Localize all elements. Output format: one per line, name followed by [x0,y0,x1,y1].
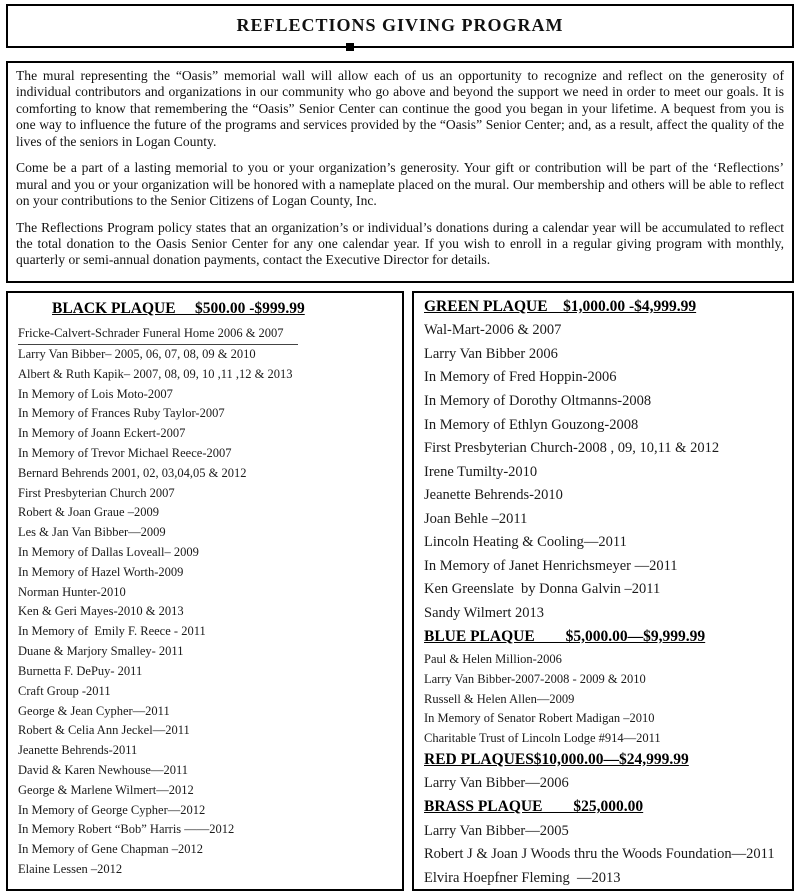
plaque-list-item: Robert J & Joan J Woods thru the Woods Foundation—2011 [424,846,775,863]
ink-mark [346,43,354,51]
plaque-list-item: In Memory of Janet Henrichsmeyer —2011 [424,557,678,574]
plaque-list-item: Larry Van Bibber-2007-2008 - 2009 & 2010 [424,671,646,686]
plaque-section-header: BRASS PLAQUE $25,000.00 [424,798,644,816]
intro-paragraph-3: The Reflections Program policy states that an organization’s or individual’s donations during a calendar year will be accumulated to reflect the total donation to the Oasis Senior Center for any one calendar year. If you wish to enroll in a regular giving program with monthly, quarterly or semi-annual donation payments, contact the Executive Director for details. [16,219,784,268]
black-plaque-list [18,324,394,880]
plaque-list-item: Bernard Behrends 2001, 02, 03,04,05 & 2012 [18,465,247,480]
plaque-list-item: Ken & Geri Mayes-2010 & 2013 [18,604,184,619]
plaque-list-item: Irene Tumilty-2010 [424,463,538,480]
plaque-list-item: In Memory of Dorothy Oltmanns-2008 [424,393,652,409]
right-plaques-panel [412,291,794,891]
plaque-section-header: RED PLAQUES$10,000.00—$24,999.99 [424,750,689,768]
plaque-list-item: In Memory of Ethlyn Gouzong-2008 [424,416,639,433]
plaque-list-item: Norman Hunter-2010 [18,584,126,599]
intro-paragraph-1: The mural representing the “Oasis” memorial wall will allow each of us an opportunity to recognize and reflect on the generosity of individual contributors and organizations in our community who go above and beyond the support we need in order to meet our goals. It is comforting to know that remembering the “Oasis” Senior Center can continue the good you began in your lifetime. A bequest from you is one way to influence the future of the programs and services provided by the “Oasis” Senior Center; and, as a result, affect the quality of the lives of the seniors in Logan County. [16,68,784,149]
plaque-list-item: In Memory of Trevor Michael Reece-2007 [18,445,232,460]
plaque-list-item: Elaine Lessen –2012 [18,862,123,877]
plaque-list-item: Larry Van Bibber—2006 [424,775,569,792]
plaque-list-item: In Memory of Senator Robert Madigan –2010 [424,711,655,726]
plaque-list-item: Jeanette Behrends-2011 [18,743,138,758]
plaque-list-item: First Presbyterian Church-2008 , 09, 10,11 & 2012 [424,440,720,457]
plaque-list-item: Paul & Helen Million-2006 [424,652,562,667]
plaque-list-item: Robert & Celia Ann Jeckel—2011 [18,723,190,738]
plaque-list-item: Albert & Ruth Kapik– 2007, 08, 09, 10 ,11 ,12 & 2013 [18,366,293,381]
black-plaque-panel [6,291,404,891]
plaque-section-header: GREEN PLAQUE $1,000.00 -$4,999.99 [424,297,697,315]
plaque-list-item: In Memory of George Cypher—2012 [18,802,206,817]
plaque-list-item: Burnetta F. DePuy- 2011 [18,663,143,678]
page-title: REFLECTIONS GIVING PROGRAM [236,15,564,35]
plaque-list-item: Ken Greenslate by Donna Galvin –2011 [424,581,661,598]
plaque-list-item: Charitable Trust of Lincoln Lodge #914—2011 [424,731,661,746]
intro-paragraph-2: Come be a part of a lasting memorial to you or your organization’s generosity. Your gift or contribution will be part of the ‘Reflections’ mural and you or your organization will be honored with a nameplate placed on the mural. Our membership and others will be able to reflect on your contributions to the Senior Citizens of Logan County, Inc. [16,160,784,209]
intro-box [6,61,794,283]
plaque-list-item: Lincoln Heating & Cooling—2011 [424,534,627,551]
plaque-list-item: Larry Van Bibber—2005 [424,822,569,839]
plaque-list-item: In Memory of Lois Moto-2007 [18,386,173,401]
plaque-columns [6,291,794,891]
plaque-list-item: Craft Group -2011 [18,683,111,698]
plaque-list-item: George & Marlene Wilmert—2012 [18,782,194,797]
plaque-list-item: First Presbyterian Church 2007 [18,485,175,500]
plaque-list-item: In Memory of Gene Chapman –2012 [18,842,204,857]
plaque-list-item: In Memory Robert “Bob” Harris ——2012 [18,822,235,837]
black-plaque-header: BLACK PLAQUE $500.00 -$999.99 [52,299,305,317]
title-box [6,4,794,48]
plaque-list-item: Russell & Helen Allen—2009 [424,691,575,706]
plaque-list-item: Jeanette Behrends-2010 [424,487,563,504]
plaque-list-item: Elvira Hoepfner Fleming —2013 [424,869,621,886]
plaque-list-item: Fricke-Calvert-Schrader Funeral Home 2006 & 2007 [18,324,298,345]
plaque-list-item: George & Jean Cypher—2011 [18,703,170,718]
plaque-list-item: In Memory of Fred Hoppin-2006 [424,369,617,386]
plaque-list-item: David & Karen Newhouse—2011 [18,762,188,777]
plaque-section-header: BLUE PLAQUE $5,000.00—$9,999.99 [424,627,706,645]
plaque-list-item: Robert & Joan Graue –2009 [18,505,159,520]
plaque-list-item: Wal-Mart-2006 & 2007 [424,322,562,339]
plaque-list-item: Duane & Marjory Smalley- 2011 [18,644,184,659]
plaque-list-item: In Memory of Joann Eckert-2007 [18,426,186,441]
plaque-list-item: In Memory of Emily F. Reece - 2011 [18,624,206,639]
plaque-list-item: In Memory of Dallas Loveall– 2009 [18,545,199,560]
plaque-list-item: Joan Behle –2011 [424,510,528,527]
plaque-list-item: In Memory of Hazel Worth-2009 [18,564,184,579]
plaque-list-item: Sandy Wilmert 2013 [424,604,544,621]
plaque-list-item: Les & Jan Van Bibber—2009 [18,525,166,540]
plaque-list-item: In Memory of Frances Ruby Taylor-2007 [18,406,225,421]
plaque-list-item: Larry Van Bibber 2006 [424,345,558,362]
plaque-list-item: Larry Van Bibber– 2005, 06, 07, 08, 09 & 2010 [18,346,256,361]
